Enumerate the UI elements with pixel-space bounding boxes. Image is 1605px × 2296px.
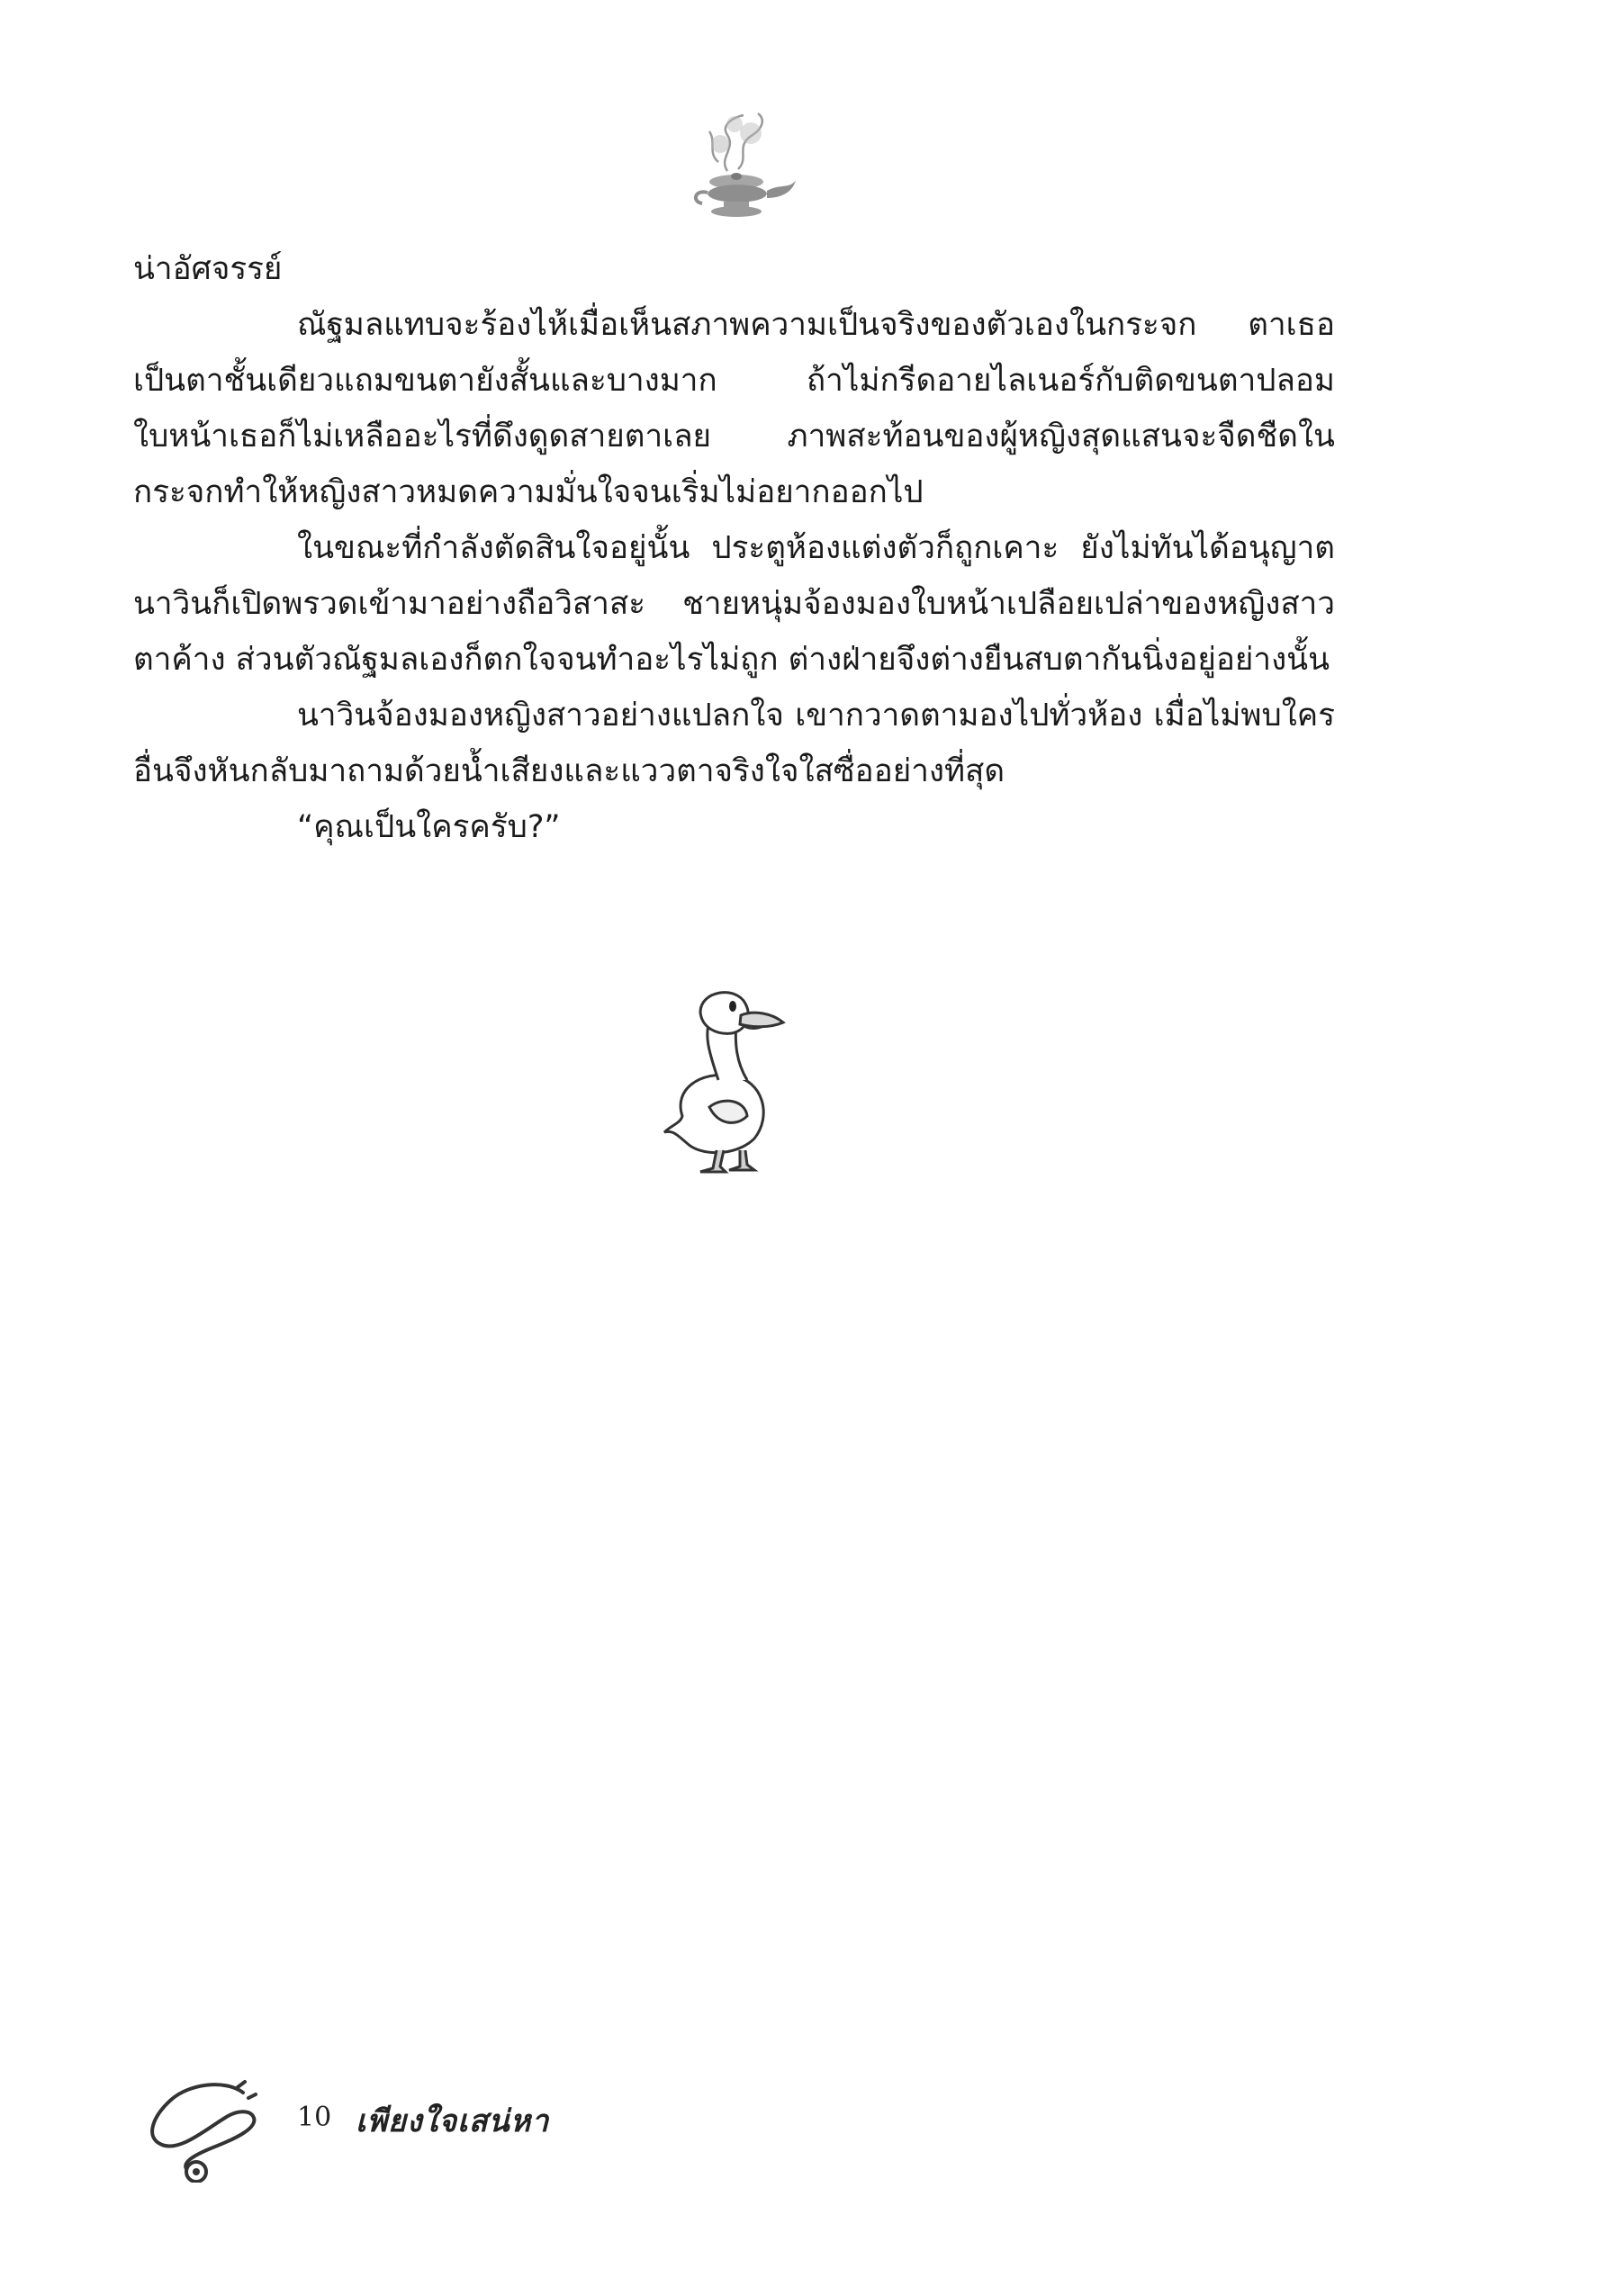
page-footer <box>135 2075 675 2183</box>
chapter-body <box>133 241 1335 855</box>
paragraph: ในขณะที่กำลังตัดสินใจอยู่นั้น ประตูห้องแต่งตัวก็ถูกเคาะ ยังไม่ทันได้อนุญาต นาวินก็เปิดพรวดเข้ามาอย่างถือวิสาสะ ชายหนุ่มจ้องมองใบหน้าเปลือยเปล่าของหญิงสาวตาค้าง ส่วนตัวณัฐมลเองก็ตกใจจนทำอะไรไม่ถูก ต่างฝ่ายจึงต่างยืนสบตากันนิ่งอยู่อย่างนั้น <box>133 530 1335 678</box>
paragraph: นาวินจ้องมองหญิงสาวอย่างแปลกใจ เขากวาดตามองไปทั่วห้อง เมื่อไม่พบใครอื่นจึงหันกลับมาถามด้วยน้ำเสียงและแววตาจริงใจใสซื่ออย่างที่สุด <box>133 698 1335 789</box>
book-title: เพียงใจเสน่หา <box>356 2103 550 2139</box>
page-number: 10 <box>297 2102 332 2133</box>
paragraph: น่าอัศจรรย์ <box>133 251 283 287</box>
duck-icon <box>646 981 817 1179</box>
paragraph: “คุณเป็นใครครับ?” <box>297 809 561 845</box>
paragraph: ณัฐมลแทบจะร้องไห้เมื่อเห็นสภาพความเป็นจริงของตัวเองในกระจก ตาเธอเป็นตาชั้นเดียวแถมขนตายังสั้นและบางมาก ถ้าไม่กรีดอายไลเนอร์กับติดขนตาปลอม ใบหน้าเธอก็ไม่เหลืออะไรที่ดึงดูดสายตาเลย ภาพสะท้อนของผู้หญิงสุดแสนจะจืดชืดในกระจกทำให้หญิงสาวหมดความมั่นใจจนเริ่มไม่อยากออกไป <box>133 307 1335 510</box>
stethoscope-icon <box>135 2075 279 2183</box>
magic-lamp-icon <box>664 108 799 230</box>
